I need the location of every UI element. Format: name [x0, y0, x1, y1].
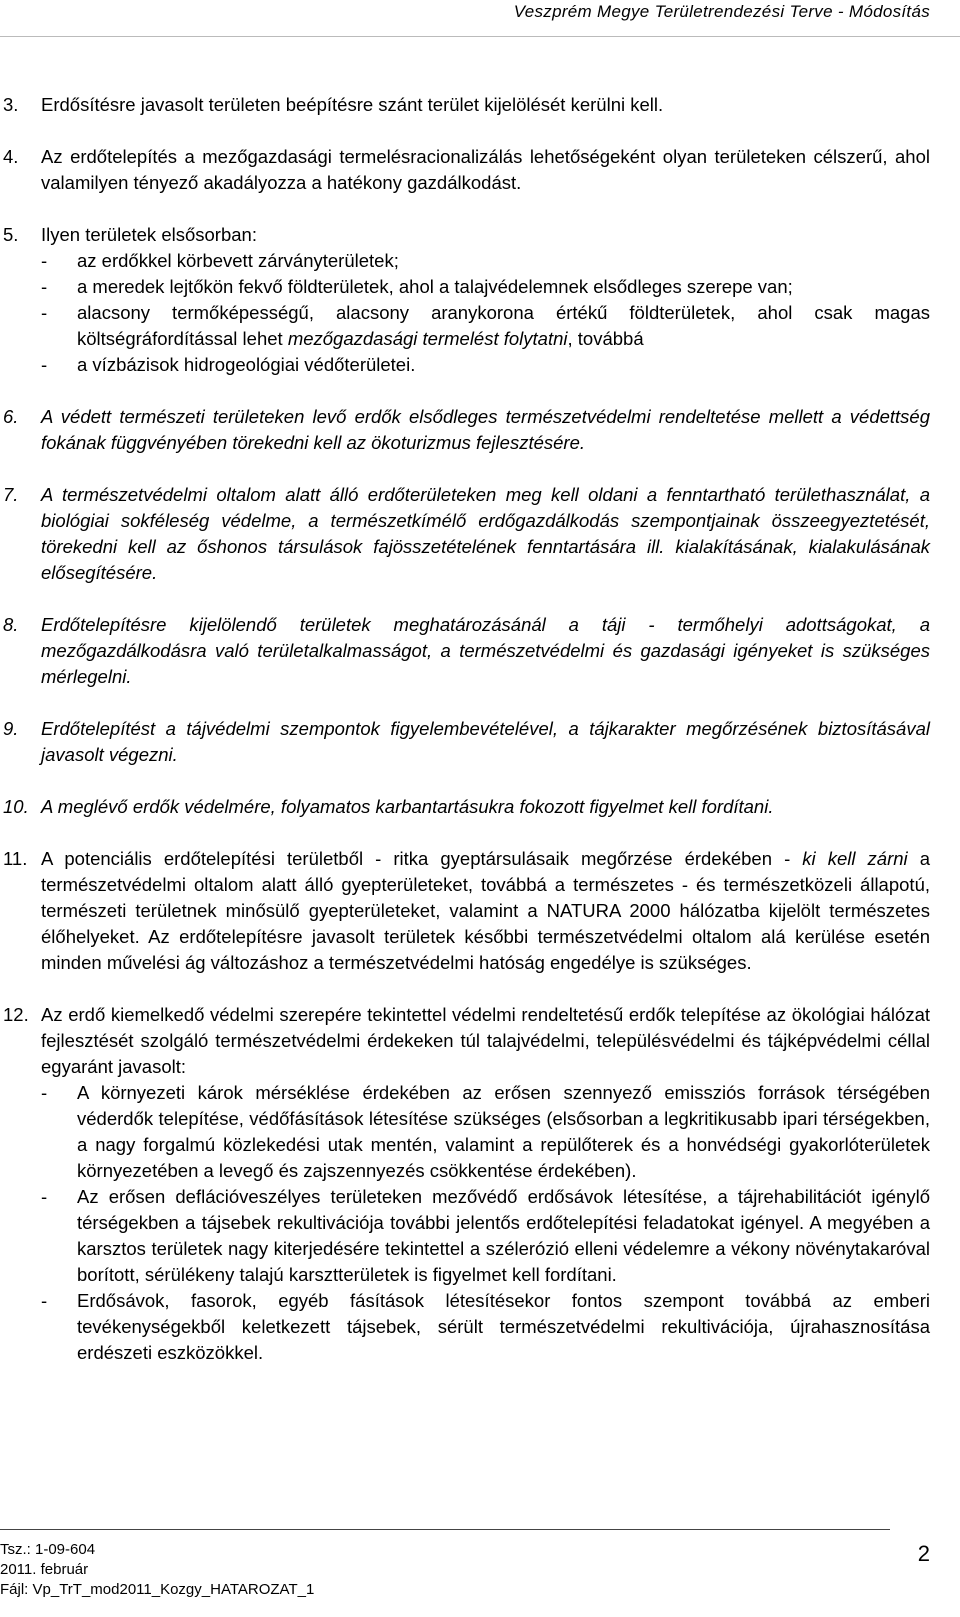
page-number: 2 — [917, 1541, 930, 1566]
list-item-8 — [0, 612, 960, 690]
list-item-12 — [0, 1002, 960, 1366]
bullet-item — [41, 1288, 930, 1366]
document-body — [0, 92, 960, 1392]
item-text: A meglévő erdők védelmére, folyamatos karbantartásukra fokozott figyelmet kell fordítani. — [41, 796, 774, 817]
footer-tsz: Tsz.: 1-09-604 — [0, 1541, 96, 1558]
item-intro: Ilyen területek elsősorban: — [41, 224, 257, 245]
item-text: A természetvédelmi oltalom alatt álló erdőterületeken meg kell oldani a fenntartható területhasználat, a biológiai sokféleség védelme, a természetkímélő erdőgazdálkodás szempontjainak összeegyeztetését, törekedni kell az őshonos társulások fajösszetételének fenntartására ill. kialakításának, kialakulásának elősegítésére. — [41, 484, 930, 583]
item-number: 4. — [3, 146, 19, 167]
item-text: Erdőtelepítésre kijelölendő területek meghatározásánál a táji - termőhelyi adottságokat, a mezőgazdálkodásra való területalkalmasságot, a természetvédelmi és gazdasági igényeket is szükséges mérlegelni. — [41, 614, 930, 687]
item-number: 12. — [3, 1004, 29, 1025]
bullet-text-italic: mezőgazdasági termelést folytatni — [287, 328, 568, 349]
running-header: Veszprém Megye Területrendezési Terve - Módosítás — [513, 2, 930, 21]
item-number: 3. — [3, 94, 19, 115]
list-item-4 — [0, 144, 960, 196]
bullet-text: A környezeti károk mérséklése érdekében az erősen szennyező emissziós források térségében véderdők telepítése, védőfásítások létesítése szükséges (elsősorban a legkritikusabb ipari térségekben, a nagy forgalmú közlekedési utak mentén, valamint a repülőterek és a honvédségi gyakorlóterületek környezetében a levegő és zajszennyezés csökkentése érdekében). — [77, 1082, 930, 1181]
footer-date: 2011. február — [0, 1561, 89, 1578]
item-number: 11. — [3, 848, 28, 869]
bullet-dash: - — [41, 1186, 48, 1207]
bullet-text: a vízbázisok hidrogeológiai védőterületei. — [77, 354, 416, 375]
bullet-item — [41, 1184, 930, 1288]
bullet-text: Az erősen deflációveszélyes területeken mezővédő erdősávok létesítése, a tájrehabilitációt igénylő térségekben a tájsebek rekultivációja további jelentős erdőtelepítési feladatokat igényel. A megyében a karsztos területek nagy kiterjedésére tekintettel a szélerózió elleni védelemre a vékony növénytakaróval borított, sérülékeny talajú karsztterületek is figyelmet kell fordítani. — [77, 1186, 930, 1285]
list-item-10 — [0, 794, 960, 820]
item-text: A potenciális erdőtelepítési területből - ritka gyeptársulásaik megőrzése érdekében - — [41, 848, 803, 869]
page-footer — [0, 1540, 314, 1600]
footer-file: Fájl: Vp_TrT_mod2011_Kozgy_HATAROZAT_1 — [0, 1581, 315, 1598]
bullet-item — [41, 352, 930, 378]
item-number: 10. — [3, 796, 29, 817]
bullet-text: alacsony termőképességű, alacsony aranykorona értékű földterületek, ahol csak magas költségráfordítással lehet — [77, 302, 930, 349]
list-item-6 — [0, 404, 960, 456]
item-text-tail: a természetvédelmi oltalom alatt álló gyepterületeket, továbbá a természetes - és természetközeli állapotú, természeti területnek minősülő gyepterületeket, valamint a NATURA 2000 hálózatba kijelölt természetes élőhelyeket. Az erdőtelepítésre javasolt területek későbbi természetvédelmi oltalom alá kerülése esetén minden művelési ág változáshoz a természetvédelmi hatóság engedélye is szükséges. — [41, 848, 930, 973]
footer-rule — [0, 1529, 890, 1530]
bullet-dash: - — [41, 276, 48, 297]
list-item-9 — [0, 716, 960, 768]
bullet-item — [41, 1080, 930, 1184]
item-number: 7. — [3, 484, 19, 505]
header-rule — [0, 36, 960, 37]
bullet-dash: - — [41, 302, 48, 323]
item-text: Erdősítésre javasolt területen beépítésre szánt terület kijelölését kerülni kell. — [41, 94, 664, 115]
bullet-dash: - — [41, 250, 48, 271]
item-number: 9. — [3, 718, 19, 739]
item-text: Erdőtelepítést a tájvédelmi szempontok figyelembevételével, a tájkarakter megőrzésének biztosításával javasolt végezni. — [41, 718, 930, 765]
bullet-text: a meredek lejtőkön fekvő földterületek, ahol a talajvédelemnek elsődleges szerepe van; — [77, 276, 793, 297]
bullet-dash: - — [41, 354, 48, 375]
item-intro: Az erdő kiemelkedő védelmi szerepére tekintettel védelmi rendeltetésű erdők telepítése az ökológiai hálózat fejlesztését szolgáló természetvédelmi érdekeken túl talajvédelmi, településvédelmi és tájképvédelmi céllal egyaránt javasolt: — [41, 1004, 930, 1077]
item-text-italic: ki kell zárni — [802, 848, 908, 869]
bullet-text-tail: , továbbá — [567, 328, 644, 349]
bullet-item — [41, 248, 930, 274]
bullet-item — [41, 300, 930, 352]
item-number: 8. — [3, 614, 19, 635]
item-text: A védett természeti területeken levő erdők elsődleges természetvédelmi rendeltetése mellett a védettség fokának függvényében törekedni kell az ökoturizmus fejlesztésére. — [41, 406, 930, 453]
list-item-7 — [0, 482, 960, 586]
bullet-dash: - — [41, 1290, 48, 1311]
item-number: 6. — [3, 406, 19, 427]
item-text: Az erdőtelepítés a mezőgazdasági termelésracionalizálás lehetőségeként olyan területeken célszerű, ahol valamilyen tényező akadályozza a hatékony gazdálkodást. — [41, 146, 930, 193]
list-item-5 — [0, 222, 960, 378]
item-number: 5. — [3, 224, 19, 245]
bullet-item — [41, 274, 930, 300]
list-item-11 — [0, 846, 960, 976]
bullet-dash: - — [41, 1082, 48, 1103]
list-item-3 — [0, 92, 960, 118]
bullet-text: Erdősávok, fasorok, egyéb fásítások létesítésekor fontos szempont továbbá az emberi tevékenységekből keletkezett tájsebek, sérült természetvédelmi rekultivációja, újrahasznosítása erdészeti eszközökkel. — [77, 1290, 930, 1363]
bullet-text: az erdőkkel körbevett zárványterületek; — [77, 250, 399, 271]
